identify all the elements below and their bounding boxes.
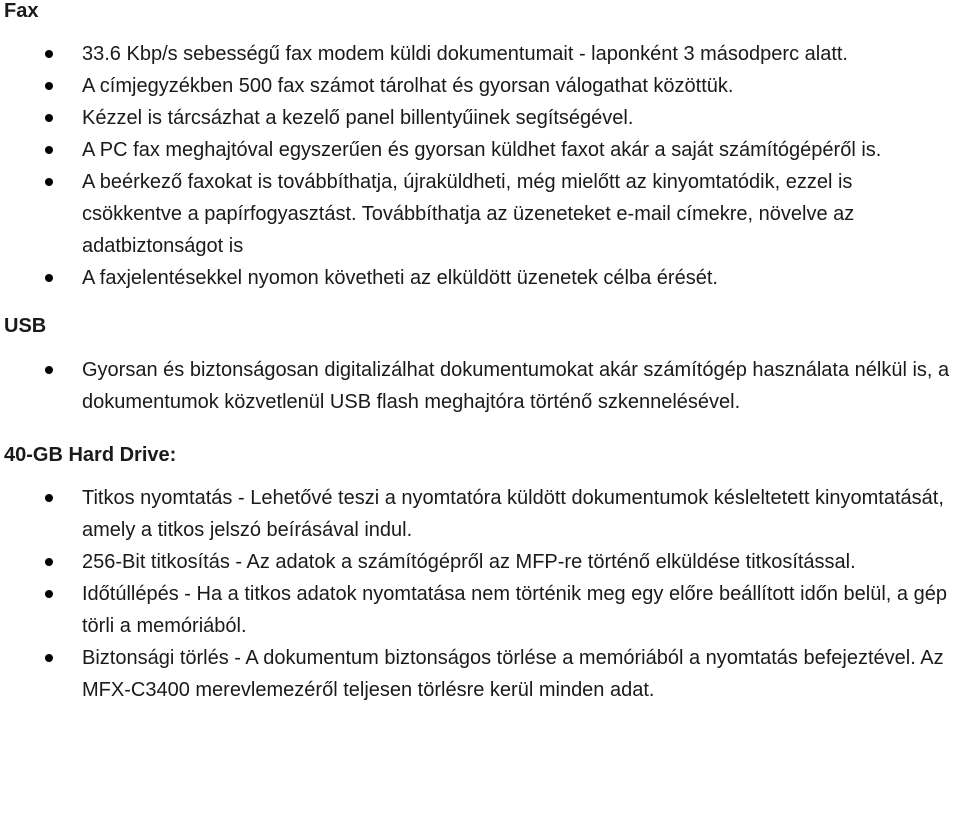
list-item-text: 256-Bit titkosítás - Az adatok a számítógépről az MFP-re történő elküldése titkosítással. [82, 551, 856, 573]
bullet-icon [45, 494, 53, 502]
bullet-icon [45, 178, 53, 186]
list-item-text: Kézzel is tárcsázhat a kezelő panel billentyűinek segítségével. [82, 107, 634, 129]
list-item [0, 482, 960, 546]
bullet-icon [45, 590, 53, 598]
section-heading-fax: Fax [4, 0, 39, 22]
list-item [0, 102, 960, 134]
list-item-text: A PC fax meghajtóval egyszerűen és gyorsan küldhet faxot akár a saját számítógépéről is. [82, 139, 882, 161]
section-heading-usb: USB [4, 315, 47, 337]
hard-drive-feature-list [0, 482, 960, 706]
list-item [0, 262, 960, 294]
list-item-text: Gyorsan és biztonságosan digitalizálhat dokumentumokat akár számítógép használata nélkül is, a dokumentumok közvetlenül USB flash meghajtóra történő szkennelésével. [82, 359, 950, 413]
list-item-text: A címjegyzékben 500 fax számot tárolhat és gyorsan válogathat közöttük. [82, 75, 734, 97]
list-item [0, 642, 960, 706]
list-item [0, 70, 960, 102]
list-item [0, 354, 960, 418]
list-item-text: 33.6 Kbp/s sebességű fax modem küldi dokumentumait - laponként 3 másodperc alatt. [82, 43, 848, 65]
list-item [0, 38, 960, 70]
list-item [0, 546, 960, 578]
list-item-text: A faxjelentésekkel nyomon követheti az elküldött üzenetek célba érését. [82, 267, 718, 289]
bullet-icon [45, 82, 53, 90]
list-item-text: A beérkező faxokat is továbbíthatja, újraküldheti, még mielőtt az kinyomtatódik, ezzel is csökkentve a papírfogyasztást. Továbbíthatja az üzeneteket e-mail címekre, növelve az adatbiztonságot is [82, 171, 855, 257]
section-heading-hard-drive: 40-GB Hard Drive: [4, 444, 177, 466]
list-item-text: Biztonsági törlés - A dokumentum biztonságos törlése a memóriából a nyomtatás befejeztével. Az MFX-C3400 merevlemezéről teljesen törlésre kerül minden adat. [82, 647, 944, 701]
bullet-icon [45, 50, 53, 58]
bullet-icon [45, 274, 53, 282]
list-item [0, 578, 960, 642]
fax-feature-list [0, 38, 960, 294]
list-item [0, 166, 960, 262]
bullet-icon [45, 146, 53, 154]
bullet-icon [45, 558, 53, 566]
list-item-text: Időtúllépés - Ha a titkos adatok nyomtatása nem történik meg egy előre beállított időn belül, a gép törli a memóriából. [82, 583, 947, 637]
bullet-icon [45, 114, 53, 122]
bullet-icon [45, 654, 53, 662]
list-item-text: Titkos nyomtatás - Lehetővé teszi a nyomtatóra küldött dokumentumok késleltetett kinyomtatását, amely a titkos jelszó beírásával indul. [82, 487, 944, 541]
list-item [0, 134, 960, 166]
bullet-icon [45, 366, 53, 374]
usb-feature-list [0, 354, 960, 418]
